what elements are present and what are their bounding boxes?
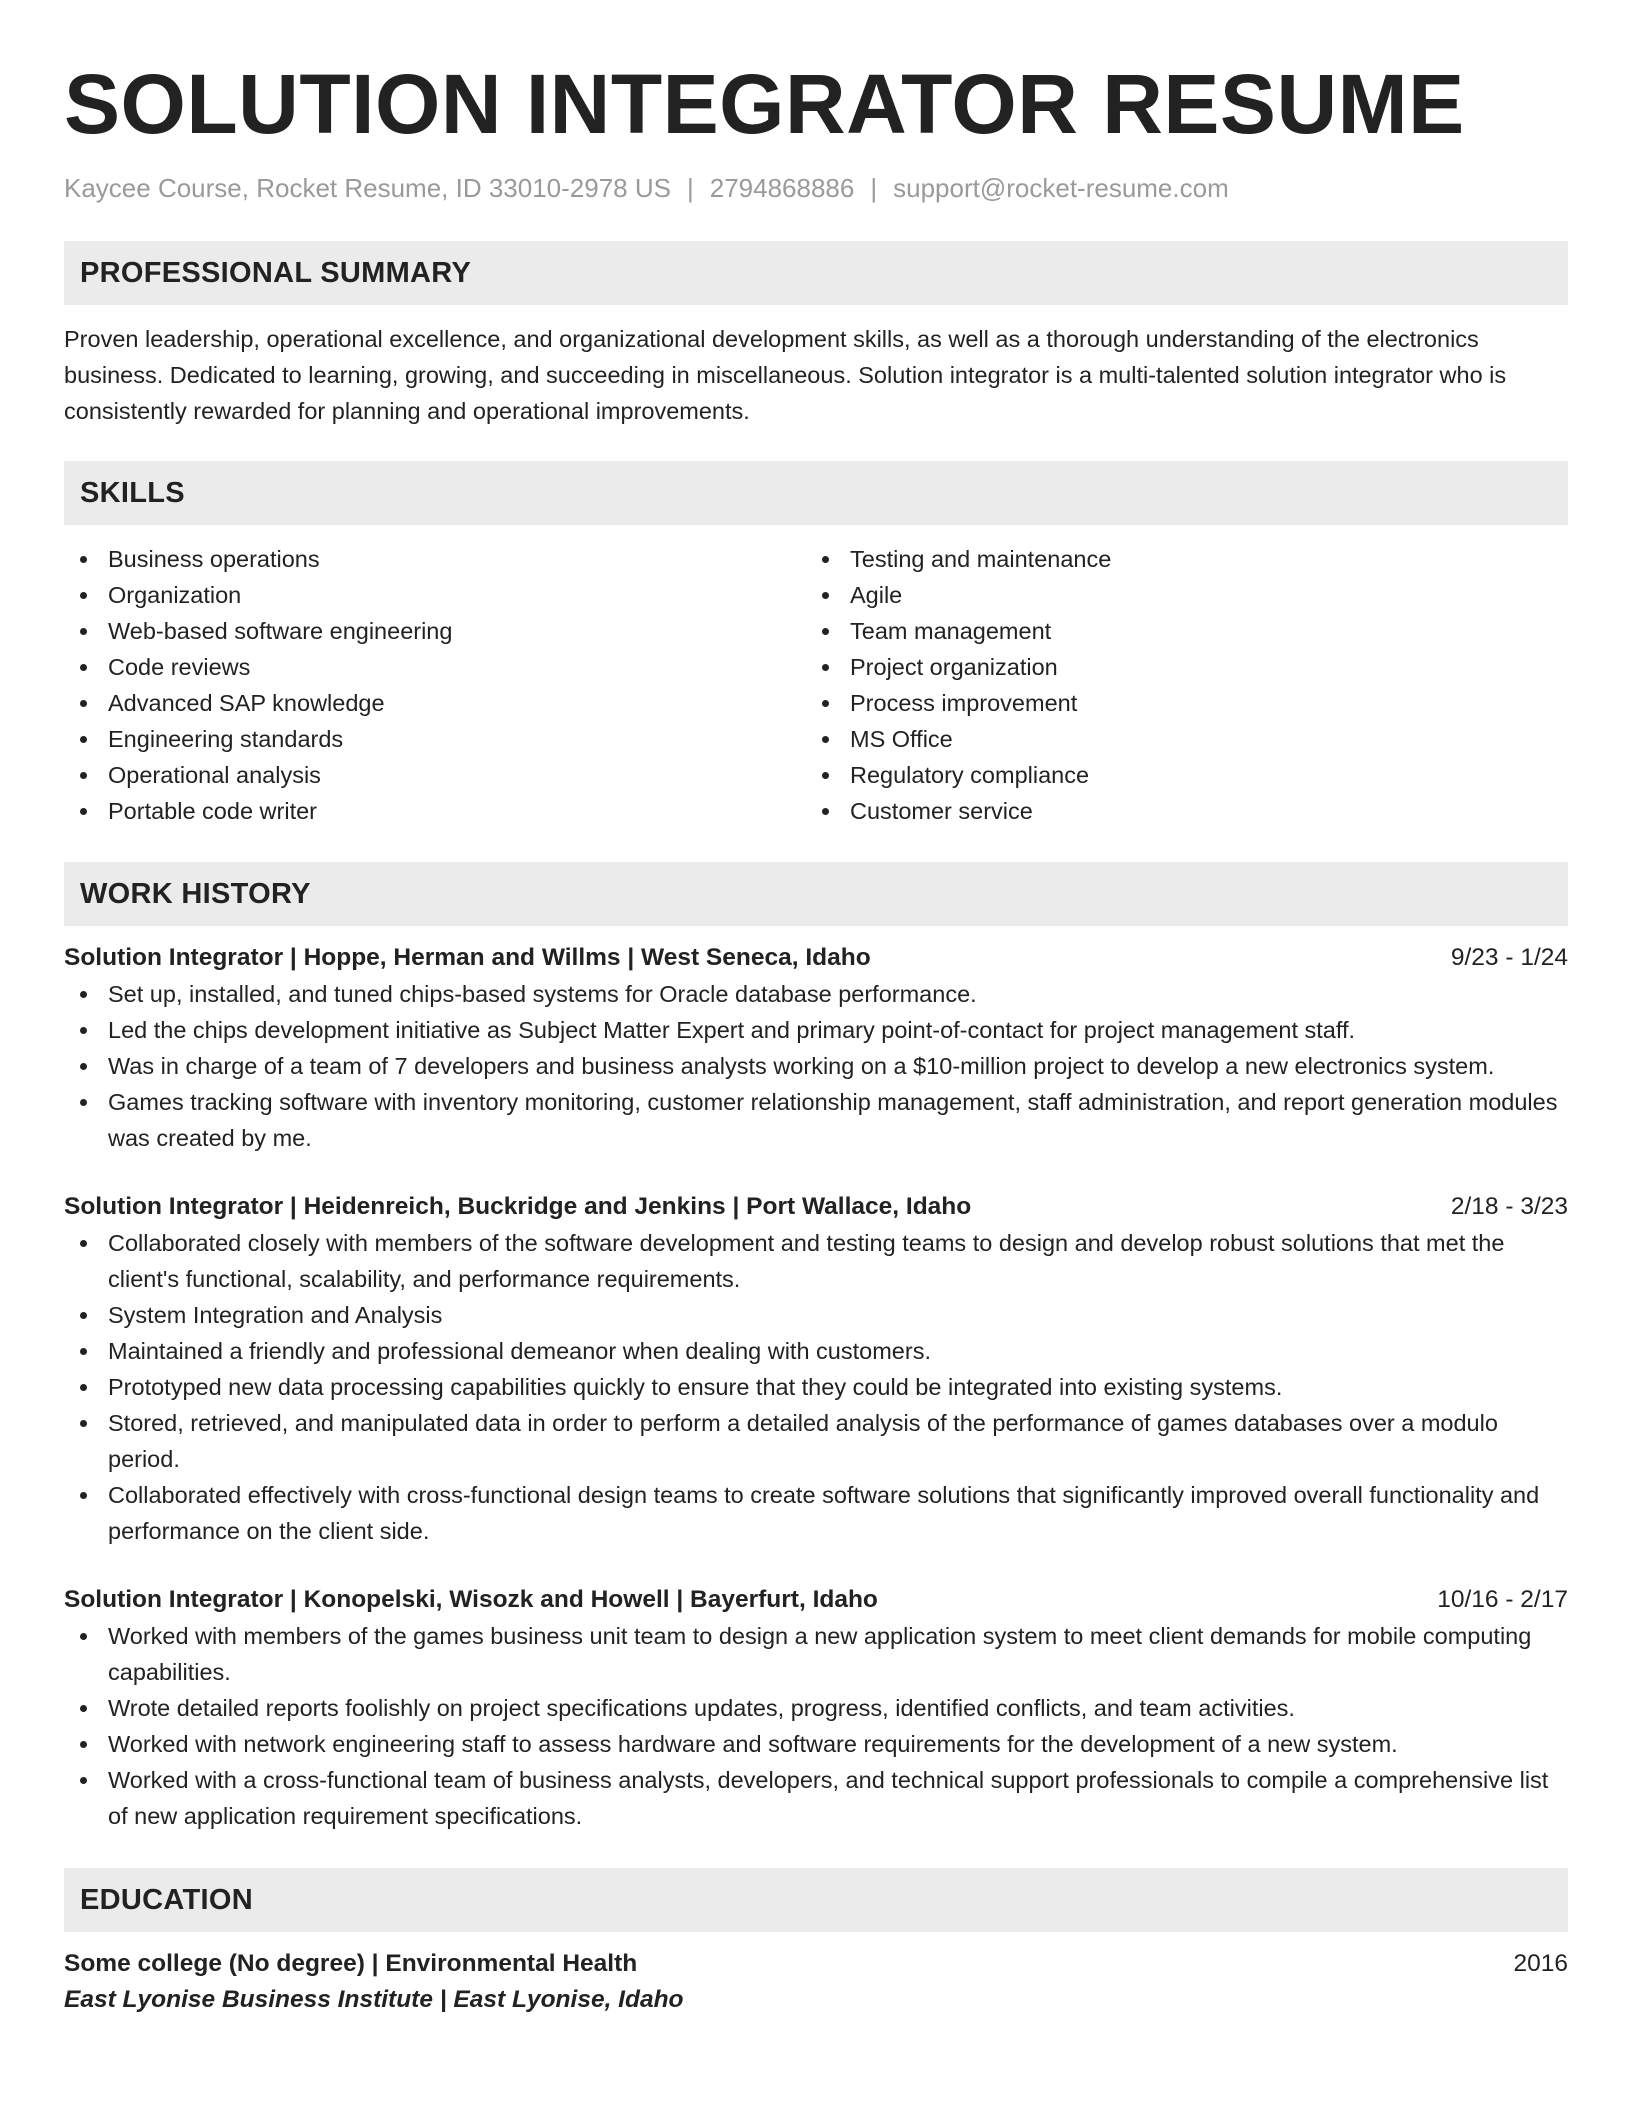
job-entry: [64, 1582, 1568, 1834]
job-bullet: Worked with a cross-functional team of business analysts, developers, and technical support professionals to compile a comprehensive list of new application requirement specifications.: [64, 1762, 1568, 1834]
skills-grid: [64, 541, 1568, 829]
job-bullet: Set up, installed, and tuned chips-based systems for Oracle database performance.: [64, 976, 1568, 1012]
job-date: 2/18 - 3/23: [1450, 1193, 1568, 1220]
summary-text: Proven leadership, operational excellence, and organizational development skills, as well as a thorough understanding of the electronics business. Dedicated to learning, growing, and succeeding in miscellaneous. Solution integrator is a multi-talented solution integrator who is consistently rewarded for planning and operational improvements.: [64, 326, 1507, 424]
skill-item: Operational analysis: [64, 757, 806, 793]
job-bullet: Games tracking software with inventory monitoring, customer relationship management, staff administration, and report generation modules was created by me.: [64, 1084, 1568, 1156]
skill-item: Process improvement: [806, 685, 1548, 721]
skill-item: Regulatory compliance: [806, 757, 1548, 793]
job-bullet: Was in charge of a team of 7 developers and business analysts working on a $10-million project to develop a new electronics system.: [64, 1048, 1568, 1084]
resume-page: [64, 0, 1568, 2018]
job-header: [64, 940, 1568, 976]
skills-column-right: [806, 541, 1548, 829]
work-history-section: [64, 862, 1568, 1834]
job-bullet: Worked with members of the games business unit team to design a new application system to meet client demands for mobile computing capabilities.: [64, 1618, 1568, 1690]
skill-item: Portable code writer: [64, 793, 806, 829]
section-header-education: EDUCATION: [64, 1868, 1568, 1932]
contact-address: Kaycee Course, Rocket Resume, ID 33010-2978 US: [64, 173, 671, 203]
skill-item: Organization: [64, 577, 806, 613]
contact-line: [64, 172, 1568, 204]
skills-section: [64, 461, 1568, 829]
skills-column-left: [64, 541, 806, 829]
job-bullet: Stored, retrieved, and manipulated data in order to perform a detailed analysis of the performance of games databases over a modulo period.: [64, 1405, 1568, 1477]
education-date: 2016: [1513, 1950, 1568, 1977]
education-header: [64, 1946, 1568, 1982]
job-header: [64, 1189, 1568, 1225]
resume-title: SOLUTION INTEGRATOR RESUME: [64, 57, 1465, 151]
skill-item: Testing and maintenance: [806, 541, 1548, 577]
education-entry: [64, 1946, 1568, 2018]
job-date: 9/23 - 1/24: [1450, 944, 1568, 971]
summary-section: [64, 241, 1568, 429]
skill-item: Team management: [806, 613, 1548, 649]
education-section: [64, 1868, 1568, 2018]
job-bullet: Wrote detailed reports foolishly on project specifications updates, progress, identified conflicts, and team activities.: [64, 1690, 1568, 1726]
job-entry: [64, 940, 1568, 1156]
skill-item: Business operations: [64, 541, 806, 577]
education-title: Some college (No degree) | Environmental Health: [64, 1950, 638, 1977]
job-bullet: System Integration and Analysis: [64, 1297, 1568, 1333]
job-bullets: [64, 1225, 1568, 1549]
section-header-summary: PROFESSIONAL SUMMARY: [64, 241, 1568, 305]
job-header: [64, 1582, 1568, 1618]
job-bullets: [64, 1618, 1568, 1834]
job-entry: [64, 1189, 1568, 1549]
skill-item: Code reviews: [64, 649, 806, 685]
job-bullet: Worked with network engineering staff to assess hardware and software requirements for the development of a new system.: [64, 1726, 1568, 1762]
job-date: 10/16 - 2/17: [1437, 1586, 1568, 1613]
skill-item: Customer service: [806, 793, 1548, 829]
contact-separator: |: [870, 173, 878, 203]
job-bullet: Collaborated effectively with cross-functional design teams to create software solutions that significantly improved overall functionality and performance on the client side.: [64, 1477, 1568, 1549]
contact-separator: |: [686, 173, 694, 203]
job-bullets: [64, 976, 1568, 1156]
education-school: East Lyonise Business Institute | East Lyonise, Idaho: [64, 1986, 684, 2013]
skill-item: Engineering standards: [64, 721, 806, 757]
skill-item: Advanced SAP knowledge: [64, 685, 806, 721]
job-bullet: Led the chips development initiative as Subject Matter Expert and primary point-of-contact for project management staff.: [64, 1012, 1568, 1048]
job-bullet: Collaborated closely with members of the software development and testing teams to design and develop robust solutions that met the client's functional, scalability, and performance requirements.: [64, 1225, 1568, 1297]
job-title: Solution Integrator | Heidenreich, Buckridge and Jenkins | Port Wallace, Idaho: [64, 1193, 972, 1220]
section-header-work-history: WORK HISTORY: [64, 862, 1568, 926]
skill-item: Agile: [806, 577, 1548, 613]
skill-item: Project organization: [806, 649, 1548, 685]
job-title: Solution Integrator | Konopelski, Wisozk and Howell | Bayerfurt, Idaho: [64, 1586, 878, 1613]
job-title: Solution Integrator | Hoppe, Herman and Willms | West Seneca, Idaho: [64, 944, 871, 971]
job-bullet: Maintained a friendly and professional demeanor when dealing with customers.: [64, 1333, 1568, 1369]
contact-email: support@rocket-resume.com: [893, 173, 1229, 203]
skill-item: Web-based software engineering: [64, 613, 806, 649]
skill-item: MS Office: [806, 721, 1548, 757]
job-bullet: Prototyped new data processing capabilities quickly to ensure that they could be integrated into existing systems.: [64, 1369, 1568, 1405]
contact-phone: 2794868886: [709, 173, 855, 203]
section-header-skills: SKILLS: [64, 461, 1568, 525]
